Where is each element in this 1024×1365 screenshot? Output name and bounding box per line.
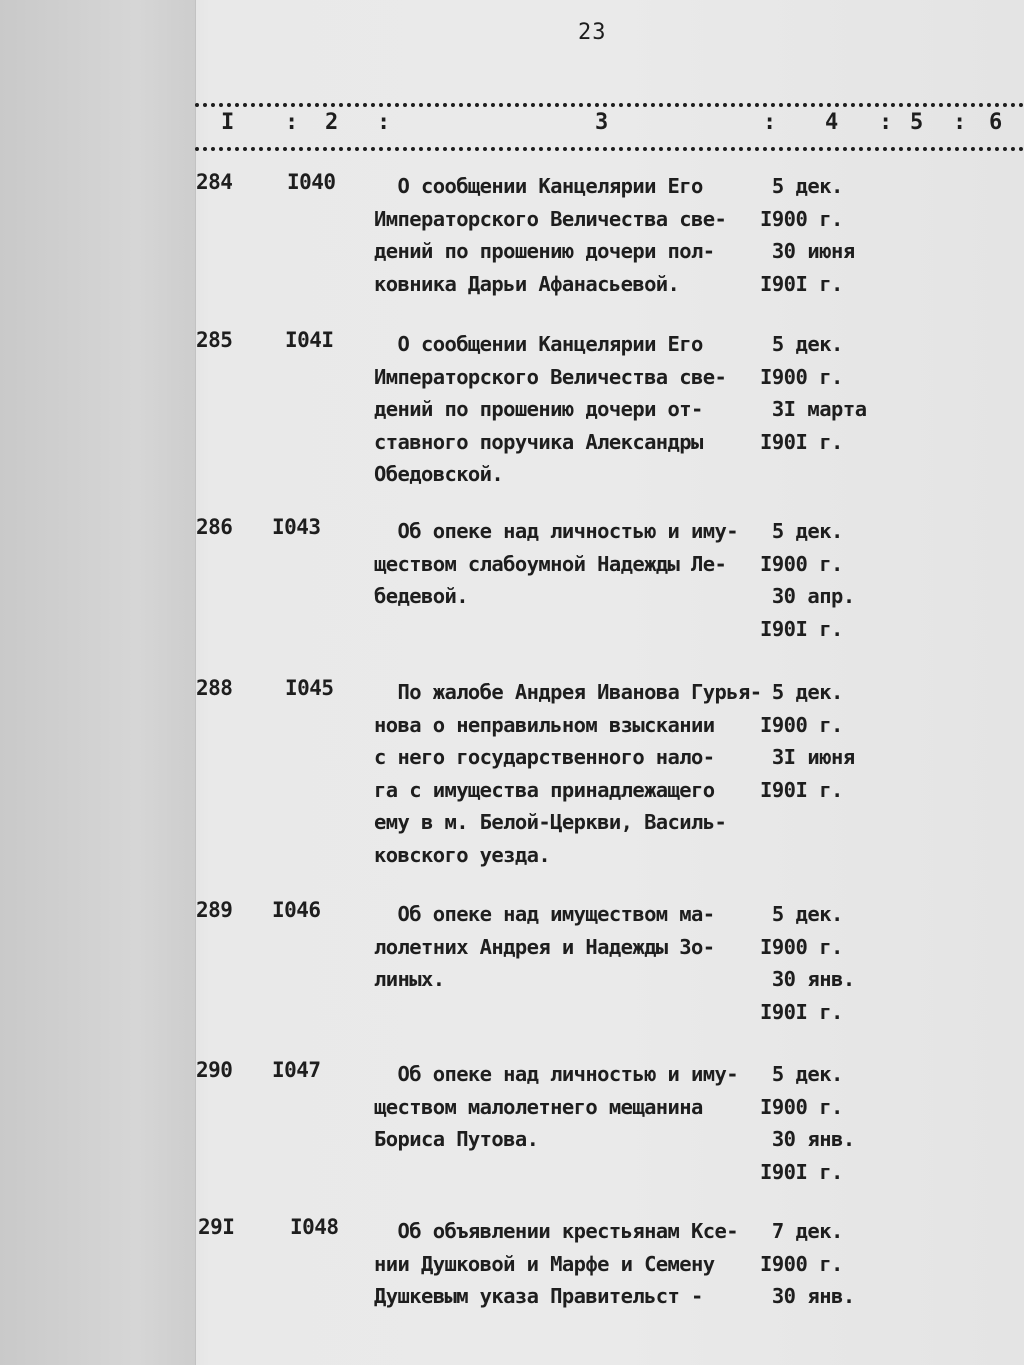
date-line: 5 дек.	[760, 902, 843, 926]
entry-dates	[760, 328, 867, 458]
entry-number: 288	[196, 676, 233, 700]
date-line: 5 дек.	[760, 1062, 843, 1086]
description-line: О сообщении Канцелярии Его	[374, 332, 703, 356]
description-line: По жалобе Андрея Иванова Гурья-	[374, 680, 762, 704]
entry-dates	[760, 898, 855, 1028]
date-line: I900 г.	[760, 934, 843, 959]
entry-description	[374, 328, 774, 491]
description-line: ществом слабоумной Надежды Ле-	[374, 551, 727, 576]
header-rule-bottom	[195, 147, 1024, 151]
entry-dates	[760, 1215, 855, 1313]
column-header: 2	[325, 110, 339, 135]
entry-dates	[760, 676, 855, 806]
column-header-row	[195, 110, 1024, 142]
entry-description	[374, 898, 774, 996]
date-line: 30 янв.	[760, 1284, 855, 1308]
entry-description	[374, 1215, 774, 1313]
date-line: 3I марта	[760, 397, 867, 421]
description-line: ковника Дарьи Афанасьевой.	[374, 271, 680, 296]
page-number: 23	[578, 20, 607, 45]
file-number: I048	[290, 1215, 339, 1239]
file-number: I047	[272, 1058, 321, 1082]
description-line: Душкевым указа Правительст -	[374, 1284, 703, 1308]
entry-dates	[760, 170, 855, 300]
entry-number: 284	[196, 170, 233, 194]
header-rule-top	[195, 103, 1024, 107]
file-number: I045	[285, 676, 334, 700]
description-line: линых.	[374, 967, 445, 991]
description-line: га с имущества принадлежащего	[374, 777, 715, 802]
description-line: Об опеке над имуществом ма-	[374, 902, 715, 926]
date-line: 30 апр.	[760, 584, 855, 608]
date-line: I900 г.	[760, 551, 843, 576]
column-header: 5	[910, 110, 924, 135]
date-line: 3I июня	[760, 745, 855, 769]
date-line: 30 июня	[760, 239, 855, 263]
date-line: 30 янв.	[760, 1127, 855, 1151]
description-line: дений по прошению дочери пол-	[374, 239, 715, 263]
column-separator: :	[879, 110, 893, 135]
entry-number: 286	[196, 515, 233, 539]
entry-dates	[760, 1058, 855, 1188]
description-line: Об опеке над личностью и иму-	[374, 519, 739, 543]
file-number: I040	[287, 170, 336, 194]
description-line: лолетних Андрея и Надежды Зо-	[374, 934, 715, 959]
entry-dates	[760, 515, 855, 645]
column-header: 4	[825, 110, 839, 135]
entry-number: 290	[196, 1058, 233, 1082]
facing-page-edge	[0, 0, 196, 1365]
date-line: I90I г.	[760, 429, 843, 454]
column-header: 3	[595, 110, 609, 135]
file-number: I043	[272, 515, 321, 539]
column-separator: :	[377, 110, 391, 135]
description-line: Императорского Величества све-	[374, 364, 727, 389]
file-number: I04I	[285, 328, 334, 352]
date-line: I90I г.	[760, 1159, 843, 1184]
date-line: 5 дек.	[760, 174, 843, 198]
description-line: бедевой.	[374, 584, 468, 608]
description-line: Императорского Величества све-	[374, 206, 727, 231]
date-line: I90I г.	[760, 271, 843, 296]
description-line: О сообщении Канцелярии Его	[374, 174, 703, 198]
description-line: ставного поручика Александры	[374, 429, 703, 454]
entry-description	[374, 170, 774, 300]
description-line: ковского уезда.	[374, 842, 551, 867]
column-header: I	[221, 110, 235, 135]
column-header: 6	[989, 110, 1003, 135]
description-line: ему в м. Белой-Церкви, Василь-	[374, 810, 727, 834]
description-line: ществом малолетнего мещанина	[374, 1094, 703, 1119]
date-line: I90I г.	[760, 616, 843, 641]
description-line: дений по прошению дочери от-	[374, 397, 703, 421]
date-line: 7 дек.	[760, 1219, 843, 1243]
description-line: нии Душковой и Марфе и Семену	[374, 1251, 715, 1276]
entry-number: 289	[196, 898, 233, 922]
description-line: с него государственного нало-	[374, 745, 715, 769]
date-line: I900 г.	[760, 206, 843, 231]
column-separator: :	[763, 110, 777, 135]
date-line: 5 дек.	[760, 680, 843, 704]
description-line: Бориса Путова.	[374, 1127, 539, 1151]
column-separator: :	[285, 110, 299, 135]
entry-number: 29I	[198, 1215, 235, 1239]
entry-description	[374, 515, 774, 613]
description-line: Об объявлении крестьянам Ксе-	[374, 1219, 739, 1243]
entry-number: 285	[196, 328, 233, 352]
date-line: I90I г.	[760, 999, 843, 1024]
date-line: 30 янв.	[760, 967, 855, 991]
entry-description	[374, 1058, 774, 1156]
description-line: Об опеке над личностью и иму-	[374, 1062, 739, 1086]
date-line: 5 дек.	[760, 332, 843, 356]
file-number: I046	[272, 898, 321, 922]
column-separator: :	[953, 110, 967, 135]
date-line: 5 дек.	[760, 519, 843, 543]
date-line: I900 г.	[760, 712, 843, 737]
date-line: I900 г.	[760, 364, 843, 389]
entry-description	[374, 676, 774, 871]
date-line: I900 г.	[760, 1251, 843, 1276]
description-line: нова о неправильном взыскании	[374, 712, 715, 737]
date-line: I900 г.	[760, 1094, 843, 1119]
date-line: I90I г.	[760, 777, 843, 802]
description-line: Обедовской.	[374, 462, 504, 486]
